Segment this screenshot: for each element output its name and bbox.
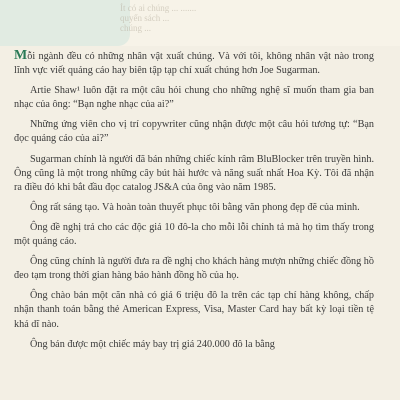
- paragraph-7: Ông cũng chính là người đưa ra đề nghị cho khách hàng mượn những chiếc đồng hồ đeo tạm trong thời gian hàng bảo hành đồng hồ của họ.: [14, 256, 374, 282]
- decorative-corner: [0, 0, 130, 46]
- bleed-through-text: Ít có ai chúng ... ....... quyển sách ... chúng ...: [120, 3, 197, 33]
- paragraph-2: Artie Shaw¹ luôn đặt ra một câu hỏi chung cho những nghệ sĩ muốn tham gia ban nhạc của ông: “Bạn nghe nhạc của ai?”: [14, 85, 374, 111]
- drop-cap: M: [14, 48, 28, 63]
- paragraph-3: Những ứng viên cho vị trí copywriter cũng nhận được một câu hỏi tương tự: “Bạn đọc quảng cáo của ai?”: [14, 119, 374, 145]
- paragraph-6: Ông đề nghị trả cho các độc giả 10 đô-la cho mỗi lỗi chính tả mà họ tìm thấy trong một quảng cáo.: [14, 221, 374, 248]
- paragraph-text: ỗi ngành đều có những nhân vật xuất chúng. Và với tôi, không nhân vật nào trong lĩnh vực viết quảng cáo hay biên tập tạp chí xuất chúng hơn Joe Sugarman.: [14, 51, 374, 77]
- paragraph-8: Ông chào bán một căn nhà có giá 6 triệu đô la trên các tạp chí hàng không, chấp nhận thanh toán bằng thẻ American Express, Visa, Master Card hay bất kỳ loại tiền tệ khả dĩ nào.: [14, 290, 374, 330]
- paragraph-1: [14, 50, 374, 78]
- paragraph-9: Ông bán được một chiếc máy bay trị giá 240.000 đô la bằng: [30, 338, 275, 350]
- paragraph-5: Ông rất sáng tạo. Và hoàn toàn thuyết phục tôi bằng văn phong đẹp đẽ của mình.: [30, 201, 360, 213]
- text-body: [14, 50, 374, 352]
- paragraph-4: Sugarman chính là người đã bán những chiếc kính râm BluBlocker trên truyền hình. Ông cũng là một trong những cây bút hài hước và năng suất nhất Hoa Kỳ. Tôi đã nhận ra điều đó khi bắt đầu đọc catalog JS&A của ông vào năm 1985.: [14, 153, 374, 193]
